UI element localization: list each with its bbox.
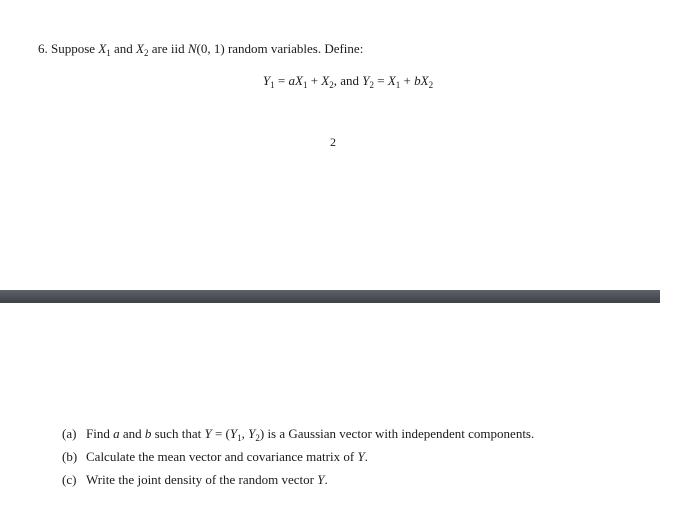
definition-equation: $Y_1 = aX_1 + X_2$, and $Y_2 = X_1 + bX_2$	[262, 73, 434, 90]
part-a-label: (a)	[62, 426, 77, 441]
question-parts	[62, 425, 582, 494]
part-b: (b) Calculate the mean vector and covariance matrix of Y.	[62, 449, 368, 464]
part-b-label: (b)	[62, 449, 78, 464]
and-text: and	[114, 41, 133, 56]
var-x1: $X_1$	[98, 41, 111, 58]
problem-number: 6.	[38, 41, 48, 56]
problem-statement	[38, 40, 658, 58]
var-x2: $X_2$	[136, 41, 149, 58]
random-vars-text: random variables. Define:	[227, 41, 364, 56]
part-a: (a) Find a and b such that $Y = (Y_1$, $Y_2$) is a Gaussian vector with independent components.	[62, 426, 535, 443]
page-divider	[0, 290, 660, 303]
part-c: (c) Write the joint density of the random vector Y.	[62, 472, 328, 487]
page-number: 2	[330, 135, 336, 149]
iid-text: are iid	[151, 41, 185, 56]
part-c-label: (c)	[62, 472, 77, 487]
normal-dist: N(0, 1)	[187, 41, 225, 56]
intro-text: Suppose	[51, 41, 96, 56]
